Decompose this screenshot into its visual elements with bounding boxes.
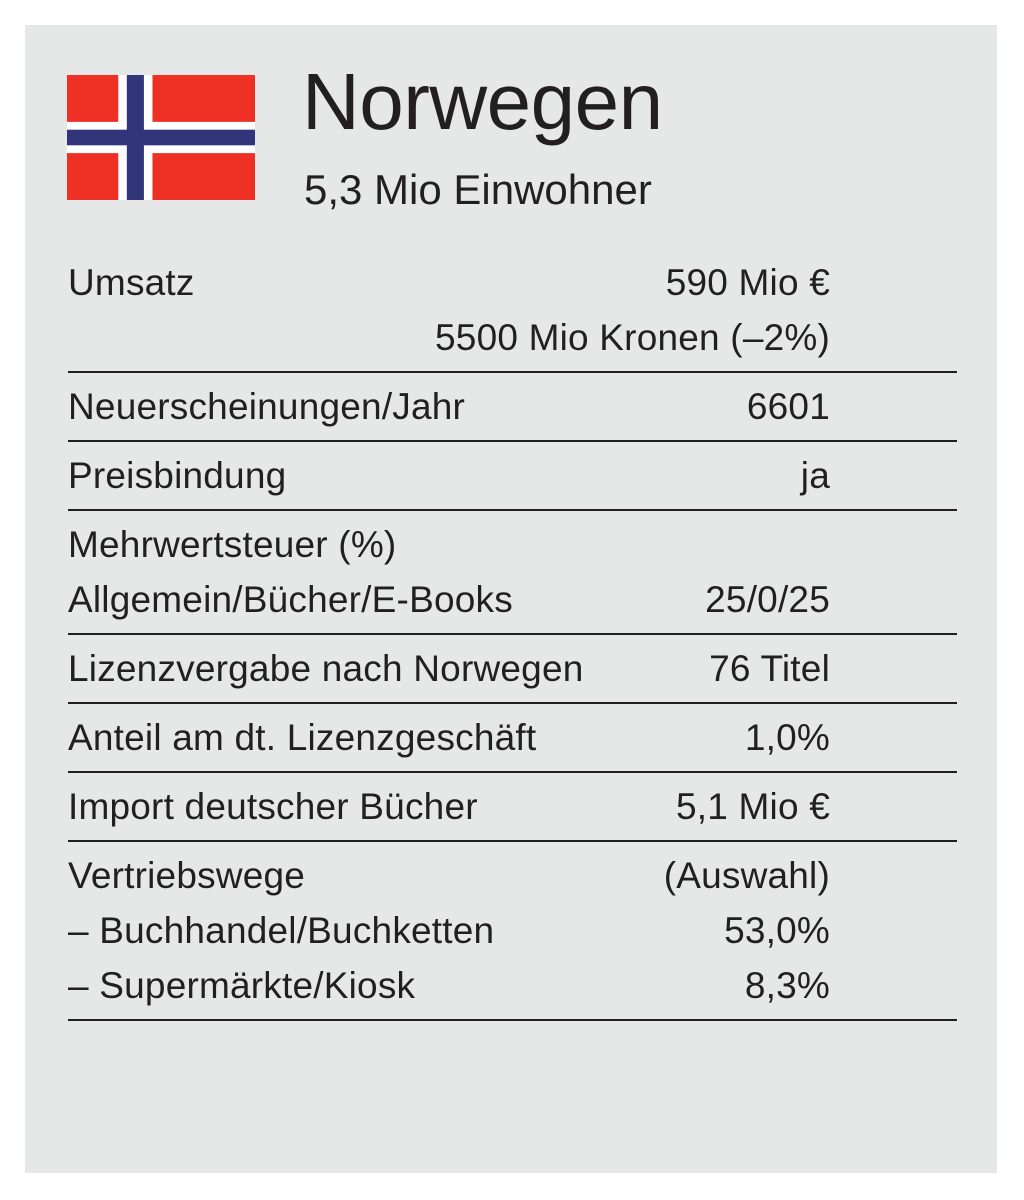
row-value: 53,0% bbox=[724, 909, 830, 951]
table-line bbox=[68, 517, 957, 572]
row-label: Mehrwertsteuer (%) bbox=[68, 523, 397, 565]
row-value: 76 Titel bbox=[709, 647, 830, 689]
page-title: Norwegen bbox=[302, 57, 663, 146]
row-value: ja bbox=[800, 454, 830, 496]
table-line bbox=[68, 310, 957, 365]
row-label: – Buchhandel/Buchketten bbox=[68, 909, 495, 951]
row-label: Import deutscher Bücher bbox=[68, 785, 478, 827]
table-line bbox=[68, 379, 957, 434]
table-line bbox=[68, 903, 957, 958]
population-subtitle: 5,3 Mio Einwohner bbox=[304, 166, 652, 213]
table-row-vertriebswege bbox=[68, 842, 957, 1021]
row-value: 8,3% bbox=[744, 964, 830, 1006]
row-label: – Supermärkte/Kiosk bbox=[68, 964, 416, 1006]
table-row-mehrwertsteuer bbox=[68, 511, 957, 635]
table-row-umsatz bbox=[68, 249, 957, 373]
row-value: 6601 bbox=[746, 385, 830, 427]
norway-flag-icon bbox=[67, 75, 255, 200]
table-row-import bbox=[68, 773, 957, 842]
row-value: (Auswahl) bbox=[663, 854, 830, 896]
row-label: Vertriebswege bbox=[68, 854, 306, 896]
table-row-lizenzvergabe bbox=[68, 635, 957, 704]
table-line bbox=[68, 958, 957, 1013]
table-row-anteil-lizenzgeschaeft bbox=[68, 704, 957, 773]
country-stat-card bbox=[25, 25, 997, 1173]
table-line bbox=[68, 710, 957, 765]
row-value: 5,1 Mio € bbox=[676, 785, 830, 827]
row-label: Lizenzvergabe nach Norwegen bbox=[68, 647, 584, 689]
table-line bbox=[68, 848, 957, 903]
row-label: Neuerscheinungen/Jahr bbox=[68, 385, 466, 427]
row-label: Preisbindung bbox=[68, 454, 287, 496]
row-value: 5500 Mio Kronen (–2%) bbox=[435, 316, 830, 358]
row-label: Allgemein/Bücher/E-Books bbox=[68, 578, 513, 620]
table-line bbox=[68, 255, 957, 310]
table-line bbox=[68, 779, 957, 834]
table-line bbox=[68, 572, 957, 627]
stat-table bbox=[68, 249, 957, 1021]
table-row-preisbindung bbox=[68, 442, 957, 511]
row-value: 1,0% bbox=[744, 716, 830, 758]
table-row-neuerscheinungen bbox=[68, 373, 957, 442]
table-line bbox=[68, 641, 957, 696]
table-line bbox=[68, 448, 957, 503]
row-label: Umsatz bbox=[68, 261, 195, 303]
row-value: 590 Mio € bbox=[665, 261, 830, 303]
row-value: 25/0/25 bbox=[705, 578, 830, 620]
row-label: Anteil am dt. Lizenzgeschäft bbox=[68, 716, 537, 758]
